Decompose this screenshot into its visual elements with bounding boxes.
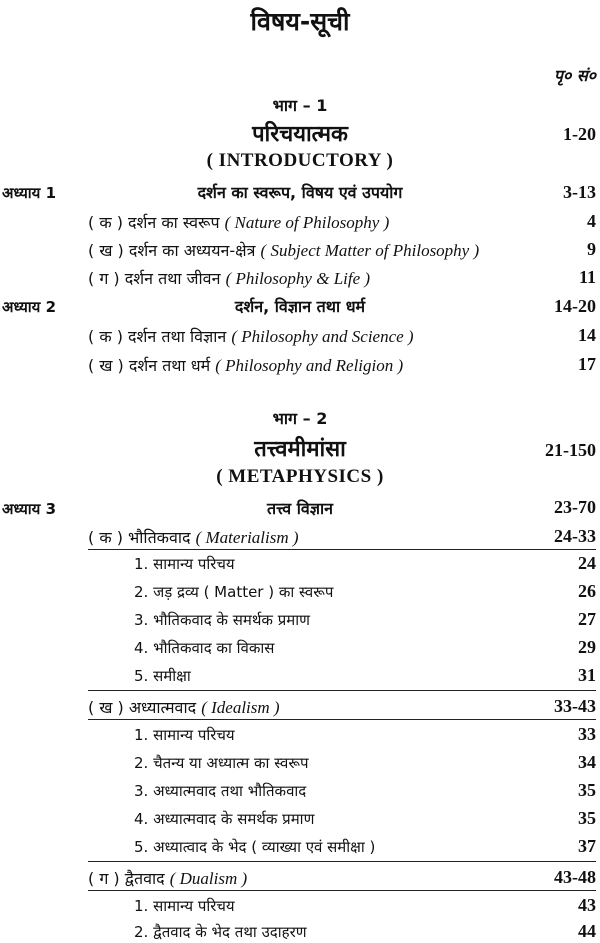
list-item-page: 31: [578, 665, 596, 685]
list-item-page: 34: [578, 752, 596, 772]
section-2b: [88, 354, 403, 376]
section-1c: [88, 267, 370, 289]
list-item: 3. अध्यात्मवाद तथा भौतिकवाद: [134, 782, 307, 800]
list-item-page: 35: [578, 808, 596, 828]
page-number-heading: पृ० सं०: [553, 66, 596, 85]
section-2b-english: ( Philosophy and Religion ): [215, 356, 404, 375]
divider: [88, 861, 596, 862]
chapter-3-title: तत्त्व विज्ञान: [266, 499, 334, 518]
list-item-page: 24: [578, 553, 596, 573]
list-item-page: 33: [578, 724, 596, 744]
divider: [88, 890, 596, 891]
section-1a-page: 4: [587, 211, 596, 231]
section-3c: [88, 867, 247, 889]
list-item-page: 29: [578, 637, 596, 657]
part-1-title-english: ( INTRODUCTORY ): [206, 150, 394, 171]
part-2-label: भाग – 2: [272, 409, 328, 428]
part-1-pages: 1-20: [563, 124, 596, 144]
part-2-title: तत्त्वमीमांसा: [254, 437, 346, 462]
section-2a: [88, 325, 414, 347]
chapter-3-pages: 23-70: [554, 497, 596, 517]
list-item: 4. अध्यात्मवाद के समर्थक प्रमाण: [134, 810, 315, 828]
chapter-3-label: अध्याय 3: [2, 500, 57, 518]
divider: [88, 549, 596, 550]
section-2a-hindi: ( क ) दर्शन तथा विज्ञान: [88, 327, 227, 346]
section-1c-hindi: ( ग ) दर्शन तथा जीवन: [88, 269, 221, 288]
section-2a-english: ( Philosophy and Science ): [231, 327, 414, 346]
section-3b-hindi: ( ख ) अध्यात्मवाद: [88, 698, 197, 717]
list-item: 1. सामान्य परिचय: [134, 555, 235, 573]
list-item: 2. जड़ द्रव्य ( Matter ) का स्वरूप: [134, 583, 334, 601]
section-1a-hindi: ( क ) दर्शन का स्वरूप: [88, 213, 220, 232]
list-item: 3. भौतिकवाद के समर्थक प्रमाण: [134, 611, 310, 629]
list-item-page: 27: [578, 609, 596, 629]
list-item: 5. समीक्षा: [134, 667, 191, 685]
section-1b: [88, 239, 479, 261]
section-2b-hindi: ( ख ) दर्शन तथा धर्म: [88, 356, 211, 375]
section-3a: [88, 526, 299, 548]
part-2-title-english: ( METAPHYSICS ): [216, 466, 384, 487]
list-item: 5. अध्यात्वाद के भेद ( व्याख्या एवं समीक्षा ): [134, 838, 376, 856]
section-1c-page: 11: [578, 267, 596, 287]
list-item-page: 44: [578, 921, 596, 941]
list-item-page: 37: [578, 836, 596, 856]
chapter-1-title: दर्शन का स्वरूप, विषय एवं उपयोग: [197, 183, 403, 202]
list-item: 4. भौतिकवाद का विकास: [134, 639, 275, 657]
chapter-1-label: अध्याय 1: [2, 184, 57, 202]
list-item: 2. चैतन्य या अध्यात्म का स्वरूप: [134, 754, 309, 772]
section-3a-pages: 24-33: [554, 526, 596, 546]
chapter-2-pages: 14-20: [554, 296, 596, 316]
section-1b-hindi: ( ख ) दर्शन का अध्ययन-क्षेत्र: [88, 241, 256, 260]
section-1a: [88, 211, 389, 233]
part-1-title: परिचयात्मक: [252, 122, 348, 147]
chapter-2-label: अध्याय 2: [2, 298, 57, 316]
section-2a-page: 14: [578, 325, 596, 345]
part-2-pages: 21-150: [545, 440, 596, 460]
chapter-1-pages: 3-13: [563, 182, 596, 202]
divider: [88, 719, 596, 720]
section-1b-page: 9: [587, 239, 596, 259]
section-3a-english: ( Materialism ): [195, 528, 299, 547]
section-3b: [88, 696, 280, 718]
section-3c-hindi: ( ग ) द्वैतवाद: [88, 869, 165, 888]
chapter-2-title: दर्शन, विज्ञान तथा धर्म: [234, 297, 366, 316]
part-1-label: भाग – 1: [272, 96, 328, 115]
list-item-page: 35: [578, 780, 596, 800]
list-item: 2. द्वैतवाद के भेद तथा उदाहरण: [134, 923, 307, 941]
section-3c-pages: 43-48: [554, 867, 596, 887]
section-2b-page: 17: [578, 354, 596, 374]
page-title: विषय-सूची: [250, 7, 350, 36]
section-3c-english: ( Dualism ): [169, 869, 248, 888]
section-3b-pages: 33-43: [554, 696, 596, 716]
section-1a-english: ( Nature of Philosophy ): [224, 213, 390, 232]
list-item: 1. सामान्य परिचय: [134, 726, 235, 744]
section-3a-hindi: ( क ) भौतिकवाद: [88, 528, 191, 547]
section-3b-english: ( Idealism ): [201, 698, 280, 717]
section-1b-english: ( Subject Matter of Philosophy ): [260, 241, 480, 260]
list-item-page: 26: [578, 581, 596, 601]
section-1c-english: ( Philosophy & Life ): [225, 269, 371, 288]
divider: [88, 690, 596, 691]
list-item: 1. सामान्य परिचय: [134, 897, 235, 915]
list-item-page: 43: [578, 895, 596, 915]
